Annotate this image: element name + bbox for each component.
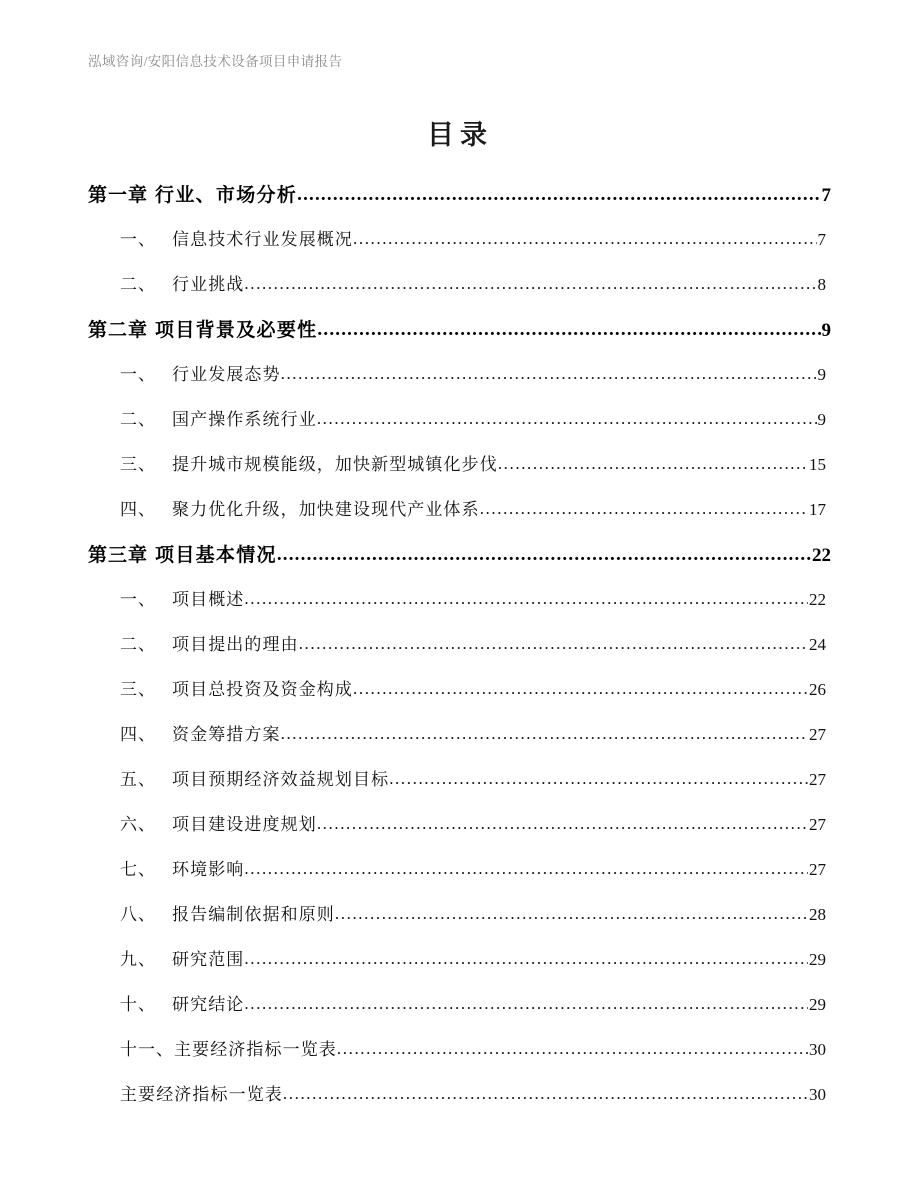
toc-entry-label: 研究结论 [172, 995, 245, 1014]
toc-chapter-row[interactable] [0, 540, 920, 585]
dot-leader [244, 859, 808, 879]
toc-entry-number: 第二章 [88, 320, 149, 341]
toc-entry-number: 十一、 [120, 1040, 174, 1059]
toc-section-row[interactable] [0, 405, 920, 450]
toc-entry-page-number: 17 [809, 500, 826, 519]
toc-entry-label: 项目建设进度规划 [172, 815, 317, 834]
dot-leader [244, 994, 808, 1014]
toc-entry-page-number: 7 [817, 230, 826, 249]
table-of-contents [0, 180, 920, 1125]
toc-section-row[interactable] [0, 990, 920, 1035]
toc-entry-page-number: 27 [809, 860, 826, 879]
toc-entry-page-number: 27 [809, 815, 826, 834]
toc-entry-number: 一、 [120, 365, 156, 384]
toc-section-row[interactable] [0, 945, 920, 990]
toc-entry-label: 项目总投资及资金构成 [172, 680, 353, 699]
toc-entry-label: 提升城市规模能级，加快新型城镇化步伐 [172, 455, 498, 474]
toc-section-row[interactable] [0, 675, 920, 720]
toc-section-row[interactable] [0, 450, 920, 495]
toc-entry-number: 一、 [120, 590, 156, 609]
toc-section-row[interactable] [0, 630, 920, 675]
toc-entry-number: 二、 [120, 635, 156, 654]
toc-entry-number: 第三章 [88, 545, 149, 566]
dot-leader [389, 769, 808, 789]
toc-entry-number: 三、 [120, 455, 156, 474]
toc-entry-page-number: 30 [809, 1085, 826, 1104]
toc-entry-page-number: 27 [809, 725, 826, 744]
toc-chapter-row[interactable] [0, 180, 920, 225]
toc-entry-number: 七、 [120, 860, 156, 879]
toc-entry-page-number: 30 [809, 1040, 826, 1059]
page-title: 目录 [427, 120, 493, 150]
toc-entry-number: 三、 [120, 680, 156, 699]
dot-leader [353, 229, 817, 249]
toc-section-row[interactable] [0, 225, 920, 270]
dot-leader [353, 679, 808, 699]
toc-entry-label: 信息技术行业发展概况 [172, 230, 353, 249]
toc-entry-number: 二、 [120, 275, 156, 294]
dot-leader [244, 274, 816, 294]
toc-entry-label: 国产操作系统行业 [172, 410, 317, 429]
dot-leader [281, 364, 817, 384]
toc-entry-page-number: 22 [809, 590, 826, 609]
toc-section-row[interactable] [0, 270, 920, 315]
toc-section-row[interactable] [0, 1080, 920, 1125]
toc-entry-number: 十、 [120, 995, 156, 1014]
toc-entry-page-number: 9 [817, 365, 826, 384]
toc-entry-page-number: 24 [809, 635, 826, 654]
dot-leader [281, 724, 808, 744]
toc-section-row[interactable] [0, 720, 920, 765]
dot-leader [244, 949, 808, 969]
toc-entry-number: 六、 [120, 815, 156, 834]
dot-leader [337, 1039, 808, 1059]
toc-entry-page-number: 9 [817, 410, 826, 429]
toc-entry-page-number: 8 [817, 275, 826, 294]
toc-entry-label: 项目预期经济效益规划目标 [172, 770, 390, 789]
toc-entry-page-number: 26 [809, 680, 826, 699]
toc-entry-label: 项目提出的理由 [172, 635, 299, 654]
toc-entry-label: 聚力优化升级，加快建设现代产业体系 [172, 500, 480, 519]
toc-entry-label: 主要经济指标一览表 [120, 1085, 283, 1104]
dot-leader [297, 184, 820, 206]
toc-entry-label: 资金筹措方案 [172, 725, 281, 744]
toc-entry-page-number: 29 [809, 995, 826, 1014]
dot-leader [283, 1084, 808, 1104]
toc-entry-number: 五、 [120, 770, 156, 789]
dot-leader [244, 589, 808, 609]
dot-leader [317, 409, 817, 429]
toc-entry-number: 一、 [120, 230, 156, 249]
dot-leader [498, 454, 808, 474]
toc-entry-page-number: 28 [809, 905, 826, 924]
toc-entry-label: 项目背景及必要性 [155, 320, 318, 341]
toc-section-row[interactable] [0, 900, 920, 945]
toc-entry-label: 项目基本情况 [155, 545, 277, 566]
toc-entry-page-number: 29 [809, 950, 826, 969]
dot-leader [317, 814, 808, 834]
toc-section-row[interactable] [0, 585, 920, 630]
toc-entry-label: 行业挑战 [172, 275, 245, 294]
toc-section-row[interactable] [0, 1035, 920, 1080]
toc-entry-label: 行业发展态势 [172, 365, 281, 384]
toc-entry-number: 二、 [120, 410, 156, 429]
toc-entry-number: 四、 [120, 500, 156, 519]
toc-entry-label: 行业、市场分析 [155, 185, 298, 206]
toc-entry-page-number: 22 [812, 545, 831, 566]
dot-leader [335, 904, 808, 924]
toc-chapter-row[interactable] [0, 315, 920, 360]
toc-entry-label: 主要经济指标一览表 [174, 1040, 337, 1059]
dot-leader [299, 634, 808, 654]
toc-section-row[interactable] [0, 810, 920, 855]
toc-section-row[interactable] [0, 495, 920, 540]
toc-section-row[interactable] [0, 765, 920, 810]
dot-leader [277, 544, 811, 566]
toc-entry-label: 研究范围 [172, 950, 245, 969]
running-header: 泓域咨询/安阳信息技术设备项目申请报告 [88, 54, 343, 69]
toc-entry-page-number: 15 [809, 455, 826, 474]
toc-section-row[interactable] [0, 360, 920, 405]
toc-entry-label: 项目概述 [172, 590, 245, 609]
toc-entry-number: 第一章 [88, 185, 149, 206]
toc-entry-page-number: 27 [809, 770, 826, 789]
toc-entry-number: 八、 [120, 905, 156, 924]
toc-entry-number: 四、 [120, 725, 156, 744]
dot-leader [480, 499, 808, 519]
toc-entry-label: 环境影响 [172, 860, 245, 879]
toc-entry-page-number: 7 [821, 185, 831, 206]
dot-leader [317, 319, 820, 341]
toc-entry-page-number: 9 [821, 320, 831, 341]
toc-entry-label: 报告编制依据和原则 [172, 905, 335, 924]
toc-section-row[interactable] [0, 855, 920, 900]
toc-entry-number: 九、 [120, 950, 156, 969]
